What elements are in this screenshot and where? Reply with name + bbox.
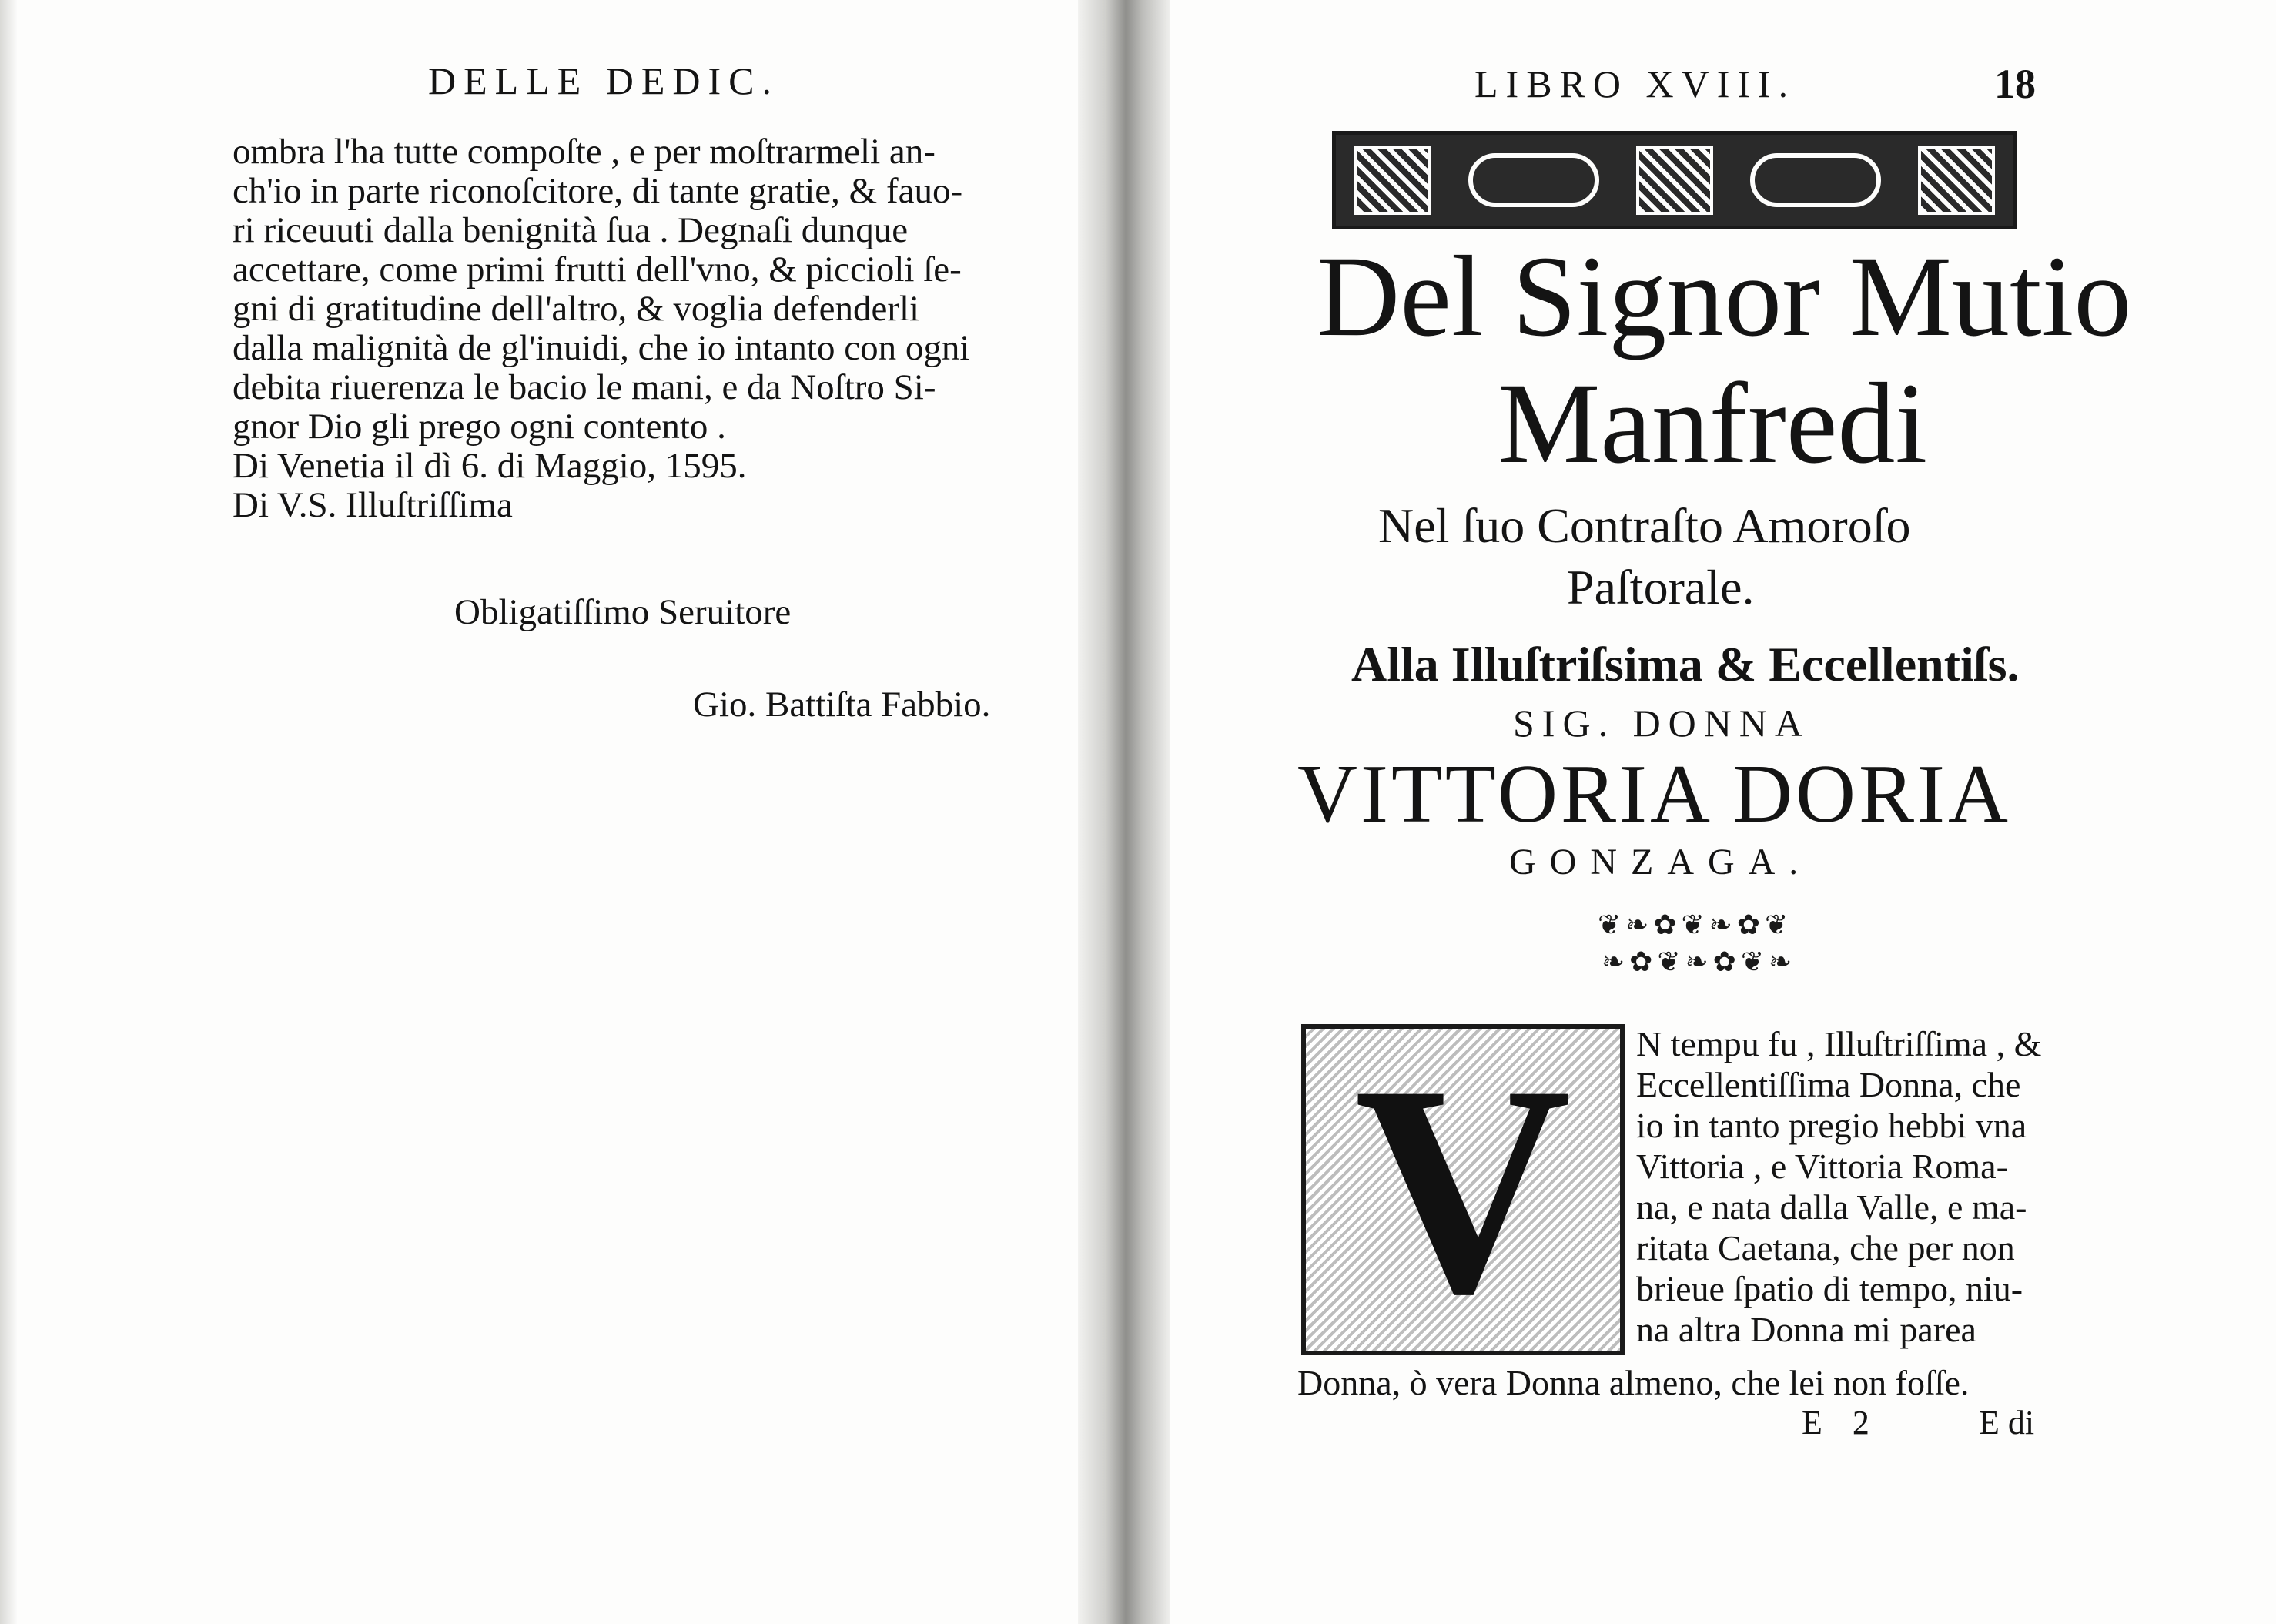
book-gutter [1078, 0, 1170, 1624]
dateline: Di Venetia il dì 6. di Maggio, 1595. [233, 446, 747, 486]
text-line: debita riuerenza le bacio le mani, e da Noſtro Si- [233, 367, 936, 407]
text-line: Vittoria , e Vittoria Roma- [1636, 1147, 2008, 1186]
text-line: na altra Donna mi parea [1636, 1310, 1976, 1349]
honorific-line: SIG. DONNA [1513, 702, 1811, 745]
text-line: ombra l'ha tutte compoſte , e per moſtrarmeli an- [233, 132, 936, 172]
catchword: E di [1979, 1404, 2035, 1442]
text-line: io in tanto pregio hebbi vna [1636, 1106, 2027, 1145]
title-line-2: Manfredi [1498, 360, 1928, 487]
address-line: Di V.S. Illuſtriſſima [233, 485, 513, 525]
headpiece-block-icon [1636, 146, 1713, 215]
page-number: 18 [1994, 61, 2036, 107]
headpiece-scroll-icon [1750, 153, 1881, 207]
text-line: na, e nata dalla Valle, e ma- [1636, 1187, 2027, 1227]
closing-formula: Obligatiſſimo Seruitore [454, 592, 792, 632]
signature: Gio. Battiſta Fabbio. [693, 685, 991, 725]
text-line: Eccellentiſſima Donna, che [1636, 1065, 2021, 1104]
dedicatee-surname: GONZAGA. [1509, 842, 1812, 882]
decorated-initial [1301, 1024, 1625, 1355]
page-edge-shadow [0, 0, 17, 1624]
text-line: accettare, come primi frutti dell'vno, & piccioli ſe- [233, 249, 962, 290]
text-line: gnor Dio gli prego ogni contento . [233, 407, 726, 447]
text-line: ch'io in parte riconoſcitore, di tante gratie, & fauo- [233, 171, 963, 211]
fleuron-ornament-icon: ❦❧✿❦❧✿❦ [1598, 909, 1793, 940]
text-line: ri riceuuti dalla benignità ſua . Degnaſi dunque [233, 210, 909, 250]
headpiece-block-icon [1918, 146, 1995, 215]
signature-mark: E 2 [1802, 1404, 1880, 1442]
text-line: gni di gratitudine dell'altro, & voglia defenderli [233, 289, 920, 329]
text-line: N tempu fu , Illuſtriſſima , & [1636, 1024, 2042, 1063]
text-line: Donna, ò vera Donna almeno, che lei non foſſe. [1297, 1363, 1970, 1402]
subtitle-line-2: Paſtorale. [1567, 560, 1755, 614]
text-line: dalla malignità de gl'inuidi, che io intanto con ogni [233, 328, 970, 368]
initial-letter: V [1354, 1023, 1571, 1356]
ornamental-headpiece [1332, 131, 2017, 229]
dedicatee-name: VITTORIA DORIA [1297, 748, 2011, 840]
subtitle-line-1: Nel ſuo Contraſto Amoroſo [1378, 498, 1911, 553]
left-page [0, 0, 1078, 1624]
dedication-line: Alla Illuſtriſsima & Eccellentiſs. [1351, 637, 2020, 691]
headpiece-block-icon [1354, 146, 1431, 215]
right-running-head: LIBRO XVIII. [1474, 62, 1796, 105]
text-line: brieue ſpatio di tempo, niu- [1636, 1269, 2023, 1308]
title-line-1: Del Signor Mutio [1317, 233, 2132, 360]
left-running-head: DELLE DEDIC. [428, 59, 780, 102]
text-line: ritata Caetana, che per non [1636, 1228, 2015, 1267]
headpiece-scroll-icon [1468, 153, 1599, 207]
fleuron-ornament-icon: ❧✿❦❧✿❦❧ [1602, 946, 1797, 977]
